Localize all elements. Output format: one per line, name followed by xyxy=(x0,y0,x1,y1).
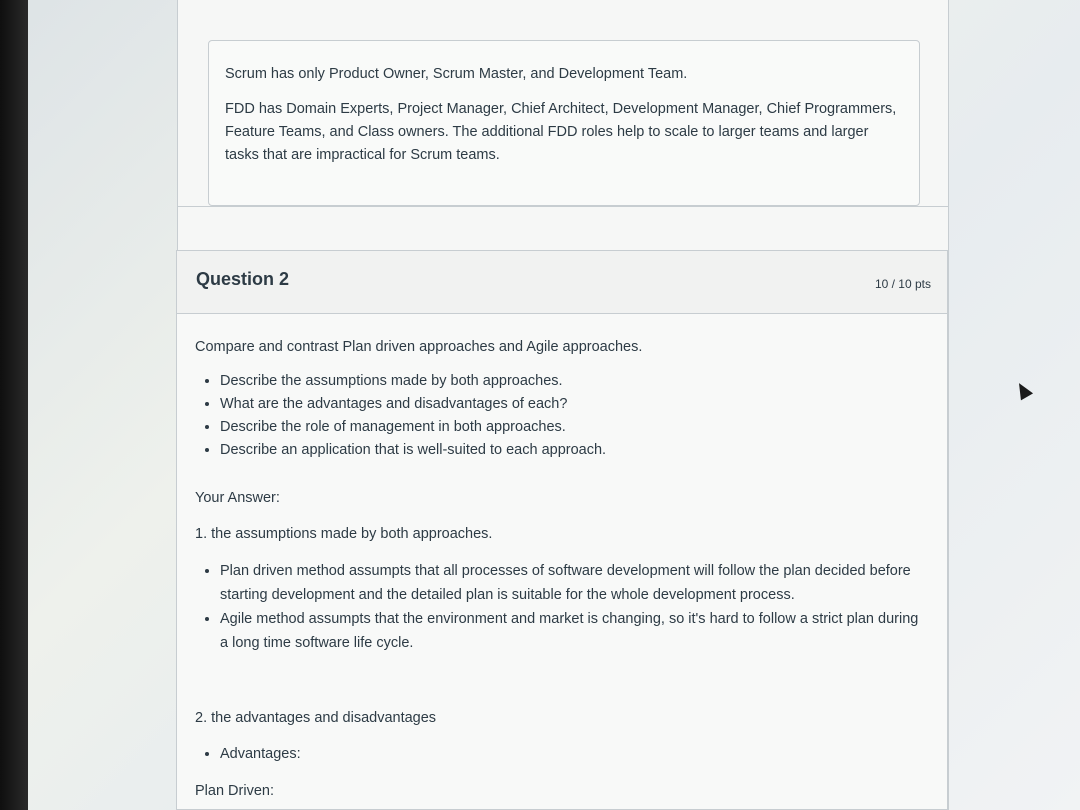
question-bullet-list xyxy=(195,370,929,462)
plan-driven-label: Plan Driven: xyxy=(195,783,274,799)
question-points: 10 / 10 pts xyxy=(874,277,931,291)
question-bullet: • What are the advantages and disadvantages of each? xyxy=(220,393,929,416)
mouse-cursor-icon xyxy=(1013,380,1033,401)
previous-answer-paragraph-1: Scrum has only Product Owner, Scrum Master, and Development Team. xyxy=(225,66,688,82)
answer-list-1 xyxy=(195,559,929,655)
answer-heading-2: 2. the advantages and disadvantages xyxy=(195,710,437,726)
answer-list-item: • Plan driven method assumpts that all processes of software development will follow the plan decided before starting development and the detailed plan is suitable for the whole development process. xyxy=(220,559,929,607)
answer-list-item: • Advantages: xyxy=(220,743,929,766)
question-bullet: • Describe the assumptions made by both approaches. xyxy=(220,370,929,393)
question-bullet: • Describe the role of management in both approaches. xyxy=(220,416,929,439)
answer-list-item: • Agile method assumpts that the environment and market is changing, so it's hard to follow a strict plan during a long time software life cycle. xyxy=(220,607,929,655)
answer-list-2 xyxy=(195,743,929,766)
question-body xyxy=(177,314,947,802)
question-divider xyxy=(178,206,948,207)
question-bullet: • Describe an application that is well-suited to each approach. xyxy=(220,439,929,462)
question-prompt: Compare and contrast Plan driven approaches and Agile approaches. xyxy=(195,339,643,355)
your-answer-label: Your Answer: xyxy=(195,490,280,506)
previous-answer-box xyxy=(208,40,920,206)
answer-heading-1: 1. the assumptions made by both approaches. xyxy=(195,526,493,542)
previous-answer-paragraph-2: FDD has Domain Experts, Project Manager, Chief Architect, Development Manager, Chief Programmers, Feature Teams, and Class owners. The additional FDD roles help to scale to larger teams and larger tasks that are impractical for Scrum teams. xyxy=(225,101,897,163)
question-header xyxy=(177,251,947,314)
question-card xyxy=(176,250,948,810)
question-title: Question 2 xyxy=(196,269,290,289)
monitor-bezel xyxy=(0,0,28,810)
